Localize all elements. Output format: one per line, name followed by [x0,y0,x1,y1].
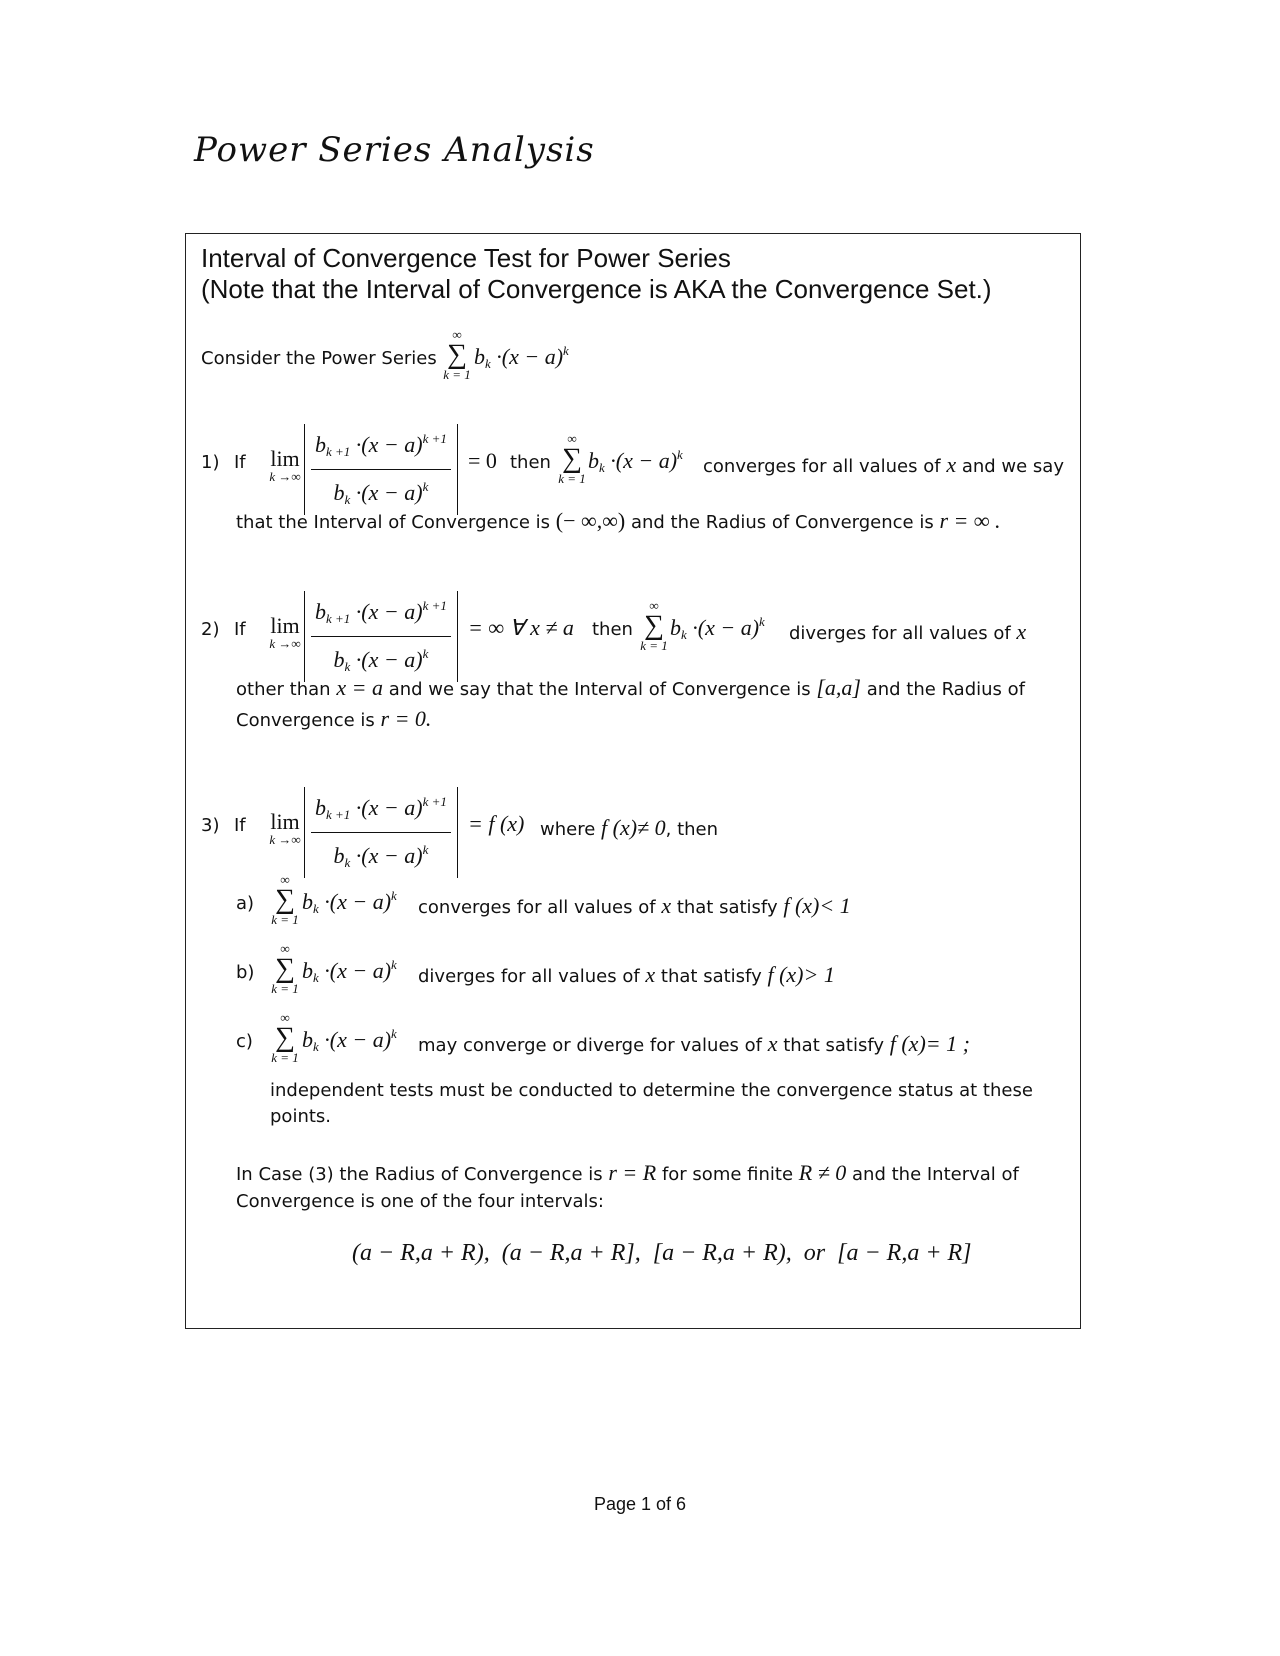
case1-sum: ∞ ∑ k = 1 [558,431,586,486]
case3b-label: b) [236,962,255,983]
consider-label: Consider the Power Series [201,348,437,369]
case3c-line3: points. [270,1106,332,1127]
case2-line2: other than x = a and we say that the Interval of Convergence is [a,a] and the Radius of [236,675,1025,700]
document-header-title: Power Series Analysis [194,130,595,170]
case1-then: then [510,452,551,473]
case3-ratio: $\frac{b_{k +1} \cdot(x - a)^{k +1}}{b_k \cdot(x - a)^k}$ [304,787,458,878]
case3-if: If [234,815,246,836]
case3-eq: = f (x) [468,811,525,836]
summary-line2: Convergence is one of the four intervals: [236,1191,604,1212]
section-title: Interval of Convergence Test for Power Series [201,243,731,273]
case2-label: 2) [201,619,220,640]
case2-if: If [234,619,246,640]
case2-eq: = ∞ ∀ x ≠ a [468,615,574,640]
case3c-line2: independent tests must be conducted to determine the convergence status at these [270,1080,1033,1101]
case3b-sum: ∞ ∑ k = 1 [271,941,299,996]
consider-term: $b_k \cdot(x - a)^k$ [474,343,569,371]
case1-converges: converges for all values of x and we say [703,452,1064,477]
case1-if: If [234,452,246,473]
case3b-text: diverges for all values of x that satisfy f (x)> 1 [418,962,835,987]
case1-term: $b_k \cdot(x - a)^k$ [588,447,683,475]
page-number: Page 1 of 6 [593,1494,687,1514]
case3-label: 3) [201,815,220,836]
case3a-sum: ∞ ∑ k = 1 [271,872,299,927]
case3c-sum: ∞ ∑ k = 1 [271,1010,299,1065]
case3-where: where f (x)≠ 0, then [540,815,719,840]
case2-then: then [592,619,633,640]
summary-line1: In Case (3) the Radius of Convergence is r = R for some finite R ≠ 0 and the Interval of [236,1160,1019,1185]
case1-label: 1) [201,452,220,473]
case2-lim: lim k →∞ [269,613,301,651]
case3a-term: $b_k \cdot(x - a)^k$ [302,888,397,916]
case2-ratio: $\frac{b_{k +1} \cdot(x - a)^{k +1}}{b_k \cdot(x - a)^k}$ [304,591,458,682]
case1-lim: lim k →∞ [269,446,301,484]
case2-term: $b_k \cdot(x - a)^k$ [670,614,765,642]
case3-lim: lim k →∞ [269,809,301,847]
case3c-label: c) [236,1031,253,1052]
case3a-text: converges for all values of x that satisfy f (x)< 1 [418,893,851,918]
case3b-term: $b_k \cdot(x - a)^k$ [302,957,397,985]
summary-intervals: (a − R,a + R), (a − R,a + R], [a − R,a + R), or [a − R,a + R] [352,1240,972,1266]
case1-line2: that the Interval of Convergence is (− ∞,∞) and the Radius of Convergence is r = ∞ . [236,508,1001,533]
case3c-text: may converge or diverge for values of x that satisfy f (x)= 1 ; [418,1031,970,1056]
consider-sum: ∞ ∑ k = 1 [443,327,471,382]
case1-ratio: $\frac{b_{k +1} \cdot(x - a)^{k +1}}{b_k \cdot(x - a)^k}$ [304,424,458,515]
case3a-label: a) [236,893,255,914]
case3c-term: $b_k \cdot(x - a)^k$ [302,1026,397,1054]
case2-diverges: diverges for all values of x [789,619,1027,644]
case1-eq: = 0 [468,448,497,473]
case2-line3: Convergence is r = 0. [236,706,432,731]
case2-sum: ∞ ∑ k = 1 [640,598,668,653]
section-note: (Note that the Interval of Convergence is AKA the Convergence Set.) [201,274,992,304]
